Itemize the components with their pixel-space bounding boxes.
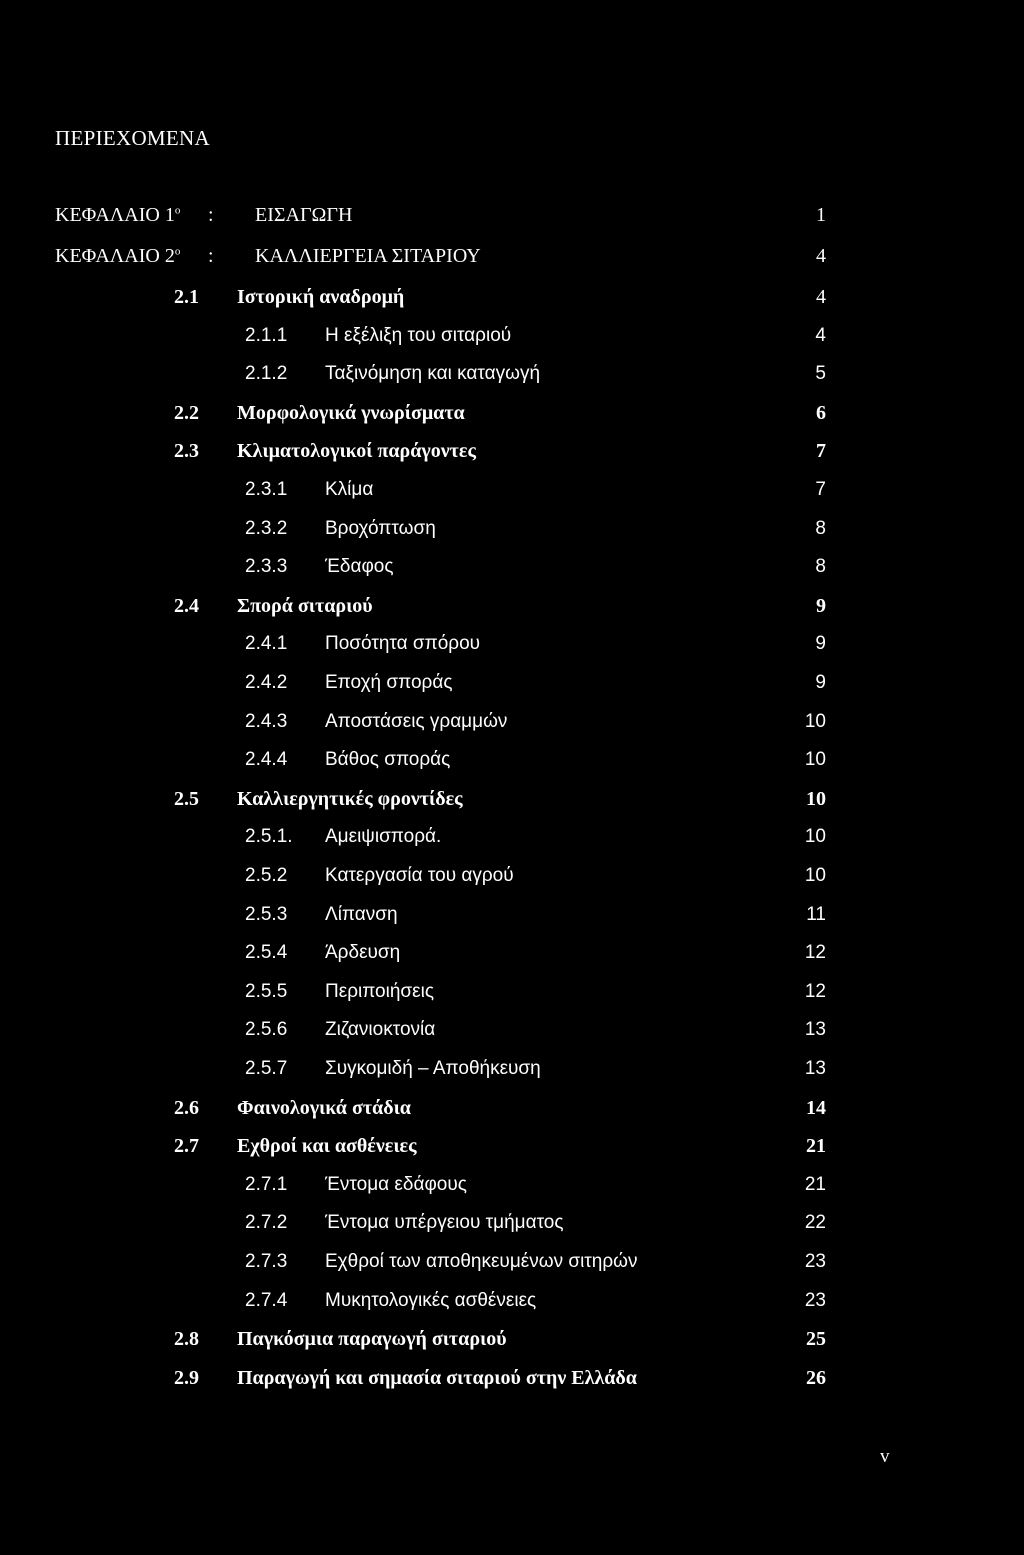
entry-page: 10 — [804, 826, 826, 847]
entry-page: 23 — [804, 1290, 826, 1311]
entry-number: 2.5.4 — [245, 942, 288, 963]
entry-number: 2.5.3 — [245, 904, 288, 925]
entry-number: 2.8 — [174, 1328, 199, 1350]
entry-title: Φαινολογικά στάδια — [237, 1097, 411, 1119]
toc-subsection-row — [0, 745, 1024, 775]
entry-page: 13 — [804, 1058, 826, 1079]
toc-section-row — [0, 1324, 1024, 1354]
entry-title: Ιστορική αναδρομή — [237, 286, 405, 308]
entry-number: 2.7 — [174, 1135, 199, 1157]
entry-page: 9 — [815, 672, 826, 693]
entry-title: Έντομα εδάφους — [325, 1174, 467, 1195]
entry-title: Εποχή σποράς — [325, 672, 453, 693]
entry-number: 2.5.2 — [245, 865, 288, 886]
entry-page: 22 — [804, 1212, 826, 1233]
entry-number: 2.7.2 — [245, 1212, 288, 1233]
toc-title: ΠΕΡΙΕΧΟΜΕΝΑ — [55, 126, 210, 150]
chapter-title: ΕΙΣΑΓΩΓΗ — [255, 204, 353, 226]
entry-number: 2.3.1 — [245, 479, 288, 500]
entry-page: 11 — [806, 904, 826, 925]
entry-number: 2.7.3 — [245, 1251, 288, 1272]
entry-title: Μυκητολογικές ασθένειες — [325, 1290, 537, 1311]
toc-subsection-row — [0, 900, 1024, 930]
entry-title: Κλίμα — [325, 479, 374, 500]
entry-page: 10 — [804, 749, 826, 770]
entry-number: 2.4.3 — [245, 711, 288, 732]
toc-subsection-row — [0, 668, 1024, 698]
toc-subsection-row — [0, 1054, 1024, 1084]
entry-title: Άρδευση — [325, 942, 401, 963]
entry-title: Παγκόσμια παραγωγή σιταριού — [237, 1328, 507, 1350]
entry-number: 2.5.7 — [245, 1058, 288, 1079]
toc-subsection-row — [0, 1247, 1024, 1277]
toc-subsection-row — [0, 1208, 1024, 1238]
toc-subsection-row — [0, 861, 1024, 891]
entry-title: Εχθροί των αποθηκευμένων σιτηρών — [325, 1251, 638, 1272]
entry-page: 4 — [815, 325, 826, 346]
entry-page: 8 — [815, 556, 826, 577]
entry-number: 2.3 — [174, 440, 199, 462]
entry-page: 10 — [806, 788, 826, 810]
chapter-row-2 — [0, 241, 1024, 271]
entry-title: Παραγωγή και σημασία σιταριού στην Ελλάδα — [237, 1367, 637, 1389]
entry-page: 9 — [816, 595, 826, 617]
toc-subsection-row — [0, 822, 1024, 852]
entry-title: Κλιματολογικοί παράγοντες — [237, 440, 476, 462]
toc-section-row — [0, 436, 1024, 466]
toc-subsection-row — [0, 1015, 1024, 1045]
entry-page: 10 — [804, 865, 826, 886]
entry-title: Βάθος σποράς — [325, 749, 451, 770]
entry-title: Καλλιεργητικές φροντίδες — [237, 788, 463, 810]
entry-page: 12 — [804, 981, 826, 1002]
toc-section-row — [0, 398, 1024, 428]
toc-section-row — [0, 282, 1024, 312]
toc-subsection-row — [0, 707, 1024, 737]
entry-title: Αμειψισπορά. — [325, 826, 442, 847]
toc-section-row — [0, 1131, 1024, 1161]
toc-section-row — [0, 784, 1024, 814]
entry-number: 2.3.2 — [245, 518, 288, 539]
entry-title: Ζιζανιοκτονία — [325, 1019, 436, 1040]
entry-number: 2.5.1. — [245, 826, 293, 847]
entry-page: 26 — [806, 1367, 826, 1389]
entry-number: 2.9 — [174, 1367, 199, 1389]
toc-subsection-row — [0, 321, 1024, 351]
chapter-row-1 — [0, 200, 1024, 230]
toc-subsection-row — [0, 1170, 1024, 1200]
toc-subsection-row — [0, 977, 1024, 1007]
chapter-title: ΚΑΛΛΙΕΡΓΕΙΑ ΣΙΤΑΡΙΟΥ — [255, 245, 481, 267]
entry-title: Η εξέλιξη του σιταριού — [325, 325, 512, 346]
entry-page: 21 — [804, 1174, 826, 1195]
toc-subsection-row — [0, 1286, 1024, 1316]
entry-page: 25 — [806, 1328, 826, 1350]
entry-page: 7 — [815, 479, 826, 500]
entry-number: 2.4.1 — [245, 633, 288, 654]
toc-section-row — [0, 1363, 1024, 1393]
entry-title: Περιποιήσεις — [325, 981, 434, 1002]
entry-number: 2.6 — [174, 1097, 199, 1119]
entry-number: 2.7.4 — [245, 1290, 288, 1311]
entry-page: 12 — [804, 942, 826, 963]
entry-number: 2.5 — [174, 788, 199, 810]
entry-page: 4 — [816, 286, 826, 308]
entry-title: Βροχόπτωση — [325, 518, 436, 539]
entry-page: 10 — [804, 711, 826, 732]
entry-title: Σπορά σιταριού — [237, 595, 373, 617]
entry-number: 2.3.3 — [245, 556, 288, 577]
entry-page: 21 — [806, 1135, 826, 1157]
entry-title: Ποσότητα σπόρου — [325, 633, 481, 654]
entry-title: Συγκομιδή – Αποθήκευση — [325, 1058, 541, 1079]
entry-number: 2.7.1 — [245, 1174, 288, 1195]
chapter-label: ΚΕΦΑΛΑΙΟ $2^o$ — [55, 245, 181, 267]
entry-number: 2.1 — [174, 286, 199, 308]
entry-page: 9 — [815, 633, 826, 654]
entry-number: 2.5.5 — [245, 981, 288, 1002]
entry-title: Μορφολογικά γνωρίσματα — [237, 402, 465, 424]
entry-title: Έδαφος — [325, 556, 394, 577]
entry-title: Έντομα υπέργειου τμήματος — [325, 1212, 564, 1233]
chapter-page: 1 — [816, 204, 826, 226]
toc-subsection-row — [0, 359, 1024, 389]
entry-title: Αποστάσεις γραμμών — [325, 711, 508, 732]
toc-section-row — [0, 591, 1024, 621]
chapter-page: 4 — [816, 245, 826, 267]
toc-subsection-row — [0, 552, 1024, 582]
entry-page: 13 — [804, 1019, 826, 1040]
entry-page: 6 — [816, 402, 826, 424]
entry-number: 2.5.6 — [245, 1019, 288, 1040]
entry-title: Εχθροί και ασθένειες — [237, 1135, 417, 1157]
toc-section-row — [0, 1093, 1024, 1123]
entry-number: 2.4 — [174, 595, 199, 617]
entry-number: 2.1.1 — [245, 325, 288, 346]
entry-page: 8 — [815, 518, 826, 539]
entry-title: Ταξινόμηση και καταγωγή — [325, 363, 541, 384]
toc-subsection-row — [0, 475, 1024, 505]
chapter-label: ΚΕΦΑΛΑΙΟ $1^o$ — [55, 204, 181, 226]
entry-number: 2.4.4 — [245, 749, 288, 770]
entry-page: 5 — [815, 363, 826, 384]
entry-number: 2.4.2 — [245, 672, 288, 693]
entry-number: 2.1.2 — [245, 363, 288, 384]
entry-title: Κατεργασία του αγρού — [325, 865, 514, 886]
entry-page: 7 — [816, 440, 826, 462]
toc-subsection-row — [0, 514, 1024, 544]
entry-number: 2.2 — [174, 402, 199, 424]
entry-page: 14 — [806, 1097, 826, 1119]
chapter-colon: : — [208, 245, 214, 267]
toc-subsection-row — [0, 938, 1024, 968]
entry-page: 23 — [804, 1251, 826, 1272]
entry-title: Λίπανση — [325, 904, 398, 925]
chapter-colon: : — [208, 204, 214, 226]
footer-page-number: v — [880, 1446, 890, 1467]
toc-subsection-row — [0, 629, 1024, 659]
